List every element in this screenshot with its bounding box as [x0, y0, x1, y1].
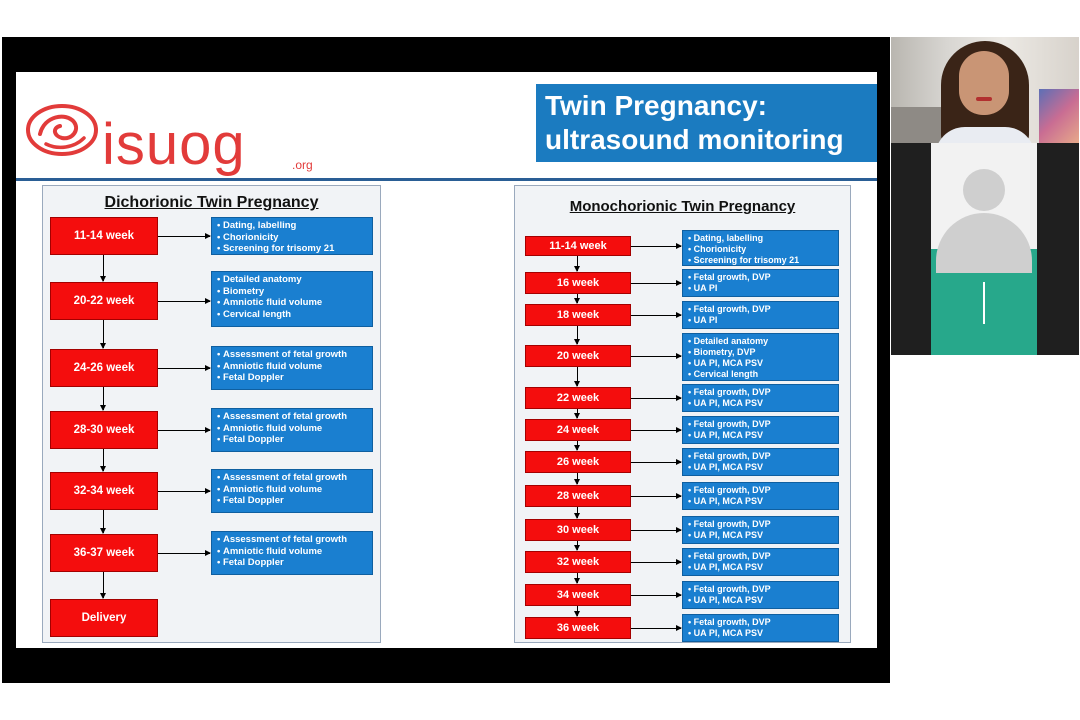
dc-info-item: • Dating, labelling: [217, 220, 367, 232]
mc-arrow-down: [577, 541, 578, 550]
participant-video-tile[interactable]: [891, 143, 1079, 355]
mc-arrow-right: [631, 462, 681, 463]
dc-info-item: • Cervical length: [217, 309, 367, 321]
mc-arrow-right: [631, 315, 681, 316]
dc-arrow-right: [158, 236, 210, 237]
mc-info-box: [682, 230, 839, 266]
presenter-mouth: [976, 97, 992, 101]
mc-arrow-down: [577, 256, 578, 271]
mc-arrow-right: [631, 356, 681, 357]
mc-info-box: [682, 482, 839, 510]
dc-week-box: 32-34 week: [50, 472, 158, 510]
mc-info-item: • UA PI, MCA PSV: [688, 628, 833, 639]
logo-suffix: .org: [292, 158, 313, 172]
mc-week-box: 32 week: [525, 551, 631, 573]
dc-arrow-down: [103, 572, 104, 598]
dichorionic-panel: [42, 185, 381, 643]
mc-info-box: [682, 333, 839, 381]
video-shelf: [891, 107, 943, 143]
mc-info-item: • Chorionicity: [688, 244, 833, 255]
mc-info-item: • Biometry, DVP: [688, 347, 833, 358]
mc-info-box: [682, 416, 839, 444]
mc-info-item: • Fetal growth, DVP: [688, 485, 833, 496]
mc-week-box: 28 week: [525, 485, 631, 507]
mc-info-item: • Cervical length: [688, 369, 833, 380]
mc-week-box: 16 week: [525, 272, 631, 294]
mc-info-box: [682, 269, 839, 297]
mc-info-item: • Fetal growth, DVP: [688, 304, 833, 315]
participant-avatar-tile: [931, 143, 1037, 355]
mc-info-item: • UA PI, MCA PSV: [688, 562, 833, 573]
dc-arrow-right: [158, 430, 210, 431]
mc-arrow-right: [631, 398, 681, 399]
dc-info-item: • Amniotic fluid volume: [217, 484, 367, 496]
dc-info-box: [211, 217, 373, 255]
header-divider: [16, 178, 877, 181]
dc-arrow-right: [158, 368, 210, 369]
mc-week-box: 34 week: [525, 584, 631, 606]
dc-info-item: • Fetal Doppler: [217, 372, 367, 384]
mc-info-item: • Fetal growth, DVP: [688, 272, 833, 283]
dc-week-box: 28-30 week: [50, 411, 158, 449]
mc-info-box: [682, 301, 839, 329]
mc-arrow-right: [631, 246, 681, 247]
mc-info-item: • Fetal growth, DVP: [688, 419, 833, 430]
dc-arrow-down: [103, 255, 104, 281]
video-wall-art: [1039, 89, 1079, 143]
dc-week-box: 24-26 week: [50, 349, 158, 387]
dc-arrow-right: [158, 301, 210, 302]
mc-week-box: 24 week: [525, 419, 631, 441]
mc-info-item: • Dating, labelling: [688, 233, 833, 244]
dc-info-item: • Assessment of fetal growth: [217, 349, 367, 361]
mc-info-box: [682, 384, 839, 412]
mc-info-item: • Detailed anatomy: [688, 336, 833, 347]
mc-arrow-right: [631, 430, 681, 431]
mc-arrow-right: [631, 283, 681, 284]
dc-arrow-down: [103, 387, 104, 410]
presentation-slide: [16, 72, 877, 648]
dc-week-box: 20-22 week: [50, 282, 158, 320]
dc-arrow-right: [158, 553, 210, 554]
mc-arrow-down: [577, 606, 578, 616]
dc-info-item: • Assessment of fetal growth: [217, 411, 367, 423]
dc-info-item: • Fetal Doppler: [217, 495, 367, 507]
mc-arrow-right: [631, 595, 681, 596]
mc-info-box: [682, 516, 839, 544]
dc-info-item: • Assessment of fetal growth: [217, 534, 367, 546]
dc-arrow-down: [103, 320, 104, 348]
mc-info-box: [682, 614, 839, 642]
mc-arrow-down: [577, 473, 578, 484]
mc-arrow-right: [631, 628, 681, 629]
mc-arrow-down: [577, 409, 578, 418]
mc-arrow-down: [577, 573, 578, 583]
mc-info-item: • Fetal growth, DVP: [688, 387, 833, 398]
dc-info-box: [211, 408, 373, 452]
isuog-logo-mark-icon: [24, 98, 100, 164]
dichorionic-title: Dichorionic Twin Pregnancy: [104, 194, 319, 211]
mc-arrow-right: [631, 530, 681, 531]
participant-video-presenter[interactable]: [891, 37, 1079, 143]
dc-info-item: • Amniotic fluid volume: [217, 546, 367, 558]
dc-info-item: • Fetal Doppler: [217, 557, 367, 569]
monochorionic-panel: [514, 185, 851, 643]
mc-week-box: 18 week: [525, 304, 631, 326]
slide-title-line-2: ultrasound monitoring: [545, 124, 844, 155]
dc-week-box: 11-14 week: [50, 217, 158, 255]
mc-info-item: • Fetal growth, DVP: [688, 519, 833, 530]
dc-info-box: [211, 346, 373, 390]
mc-info-item: • UA PI, MCA PSV: [688, 430, 833, 441]
dc-week-box: 36-37 week: [50, 534, 158, 572]
dc-info-item: • Amniotic fluid volume: [217, 423, 367, 435]
mc-week-box: 36 week: [525, 617, 631, 639]
dc-info-item: • Fetal Doppler: [217, 434, 367, 446]
dc-info-item: • Biometry: [217, 286, 367, 298]
dc-info-item: • Amniotic fluid volume: [217, 361, 367, 373]
mc-arrow-down: [577, 367, 578, 386]
mc-info-item: • UA PI, MCA PSV: [688, 398, 833, 409]
dc-delivery-box: Delivery: [50, 599, 158, 637]
mc-info-item: • UA PI, MCA PSV: [688, 358, 833, 369]
mc-week-box: 26 week: [525, 451, 631, 473]
mc-info-item: • UA PI: [688, 315, 833, 326]
slide-title: [536, 84, 877, 162]
dc-info-box: [211, 531, 373, 575]
dc-info-item: • Amniotic fluid volume: [217, 297, 367, 309]
dc-arrow-down: [103, 449, 104, 471]
dc-info-item: • Screening for trisomy 21: [217, 243, 367, 255]
dc-arrow-down: [103, 510, 104, 533]
dc-info-item: • Detailed anatomy: [217, 274, 367, 286]
mc-week-box: 20 week: [525, 345, 631, 367]
slide-title-line-1: Twin Pregnancy:: [545, 90, 767, 121]
logo-wordmark: isuog: [102, 112, 246, 177]
dc-info-box: [211, 469, 373, 513]
mc-info-item: • Fetal growth, DVP: [688, 451, 833, 462]
dc-info-box: [211, 271, 373, 327]
text-cursor-icon: [983, 282, 985, 324]
mc-info-box: [682, 581, 839, 609]
avatar-head-icon: [963, 169, 1005, 211]
mc-week-box: 22 week: [525, 387, 631, 409]
mc-info-item: • Fetal growth, DVP: [688, 617, 833, 628]
isuog-logo: [24, 92, 314, 177]
mc-week-box: 11-14 week: [525, 236, 631, 256]
mc-info-item: • Fetal growth, DVP: [688, 584, 833, 595]
mc-info-box: [682, 548, 839, 576]
mc-info-item: • UA PI, MCA PSV: [688, 595, 833, 606]
dc-info-item: • Assessment of fetal growth: [217, 472, 367, 484]
mc-info-item: • UA PI, MCA PSV: [688, 530, 833, 541]
mc-arrow-down: [577, 326, 578, 344]
monochorionic-title: Monochorionic Twin Pregnancy: [569, 198, 796, 215]
mc-info-item: • Fetal growth, DVP: [688, 551, 833, 562]
presenter-face: [959, 51, 1009, 115]
mc-info-item: • UA PI: [688, 283, 833, 294]
mc-arrow-right: [631, 562, 681, 563]
mc-arrow-down: [577, 507, 578, 518]
mc-info-item: • UA PI, MCA PSV: [688, 496, 833, 507]
mc-info-item: • UA PI, MCA PSV: [688, 462, 833, 473]
mc-arrow-down: [577, 441, 578, 450]
dc-info-item: • Chorionicity: [217, 232, 367, 244]
mc-arrow-right: [631, 496, 681, 497]
mc-info-item: • Screening for trisomy 21: [688, 255, 833, 266]
mc-arrow-down: [577, 294, 578, 303]
mc-info-box: [682, 448, 839, 476]
dc-arrow-right: [158, 491, 210, 492]
mc-week-box: 30 week: [525, 519, 631, 541]
